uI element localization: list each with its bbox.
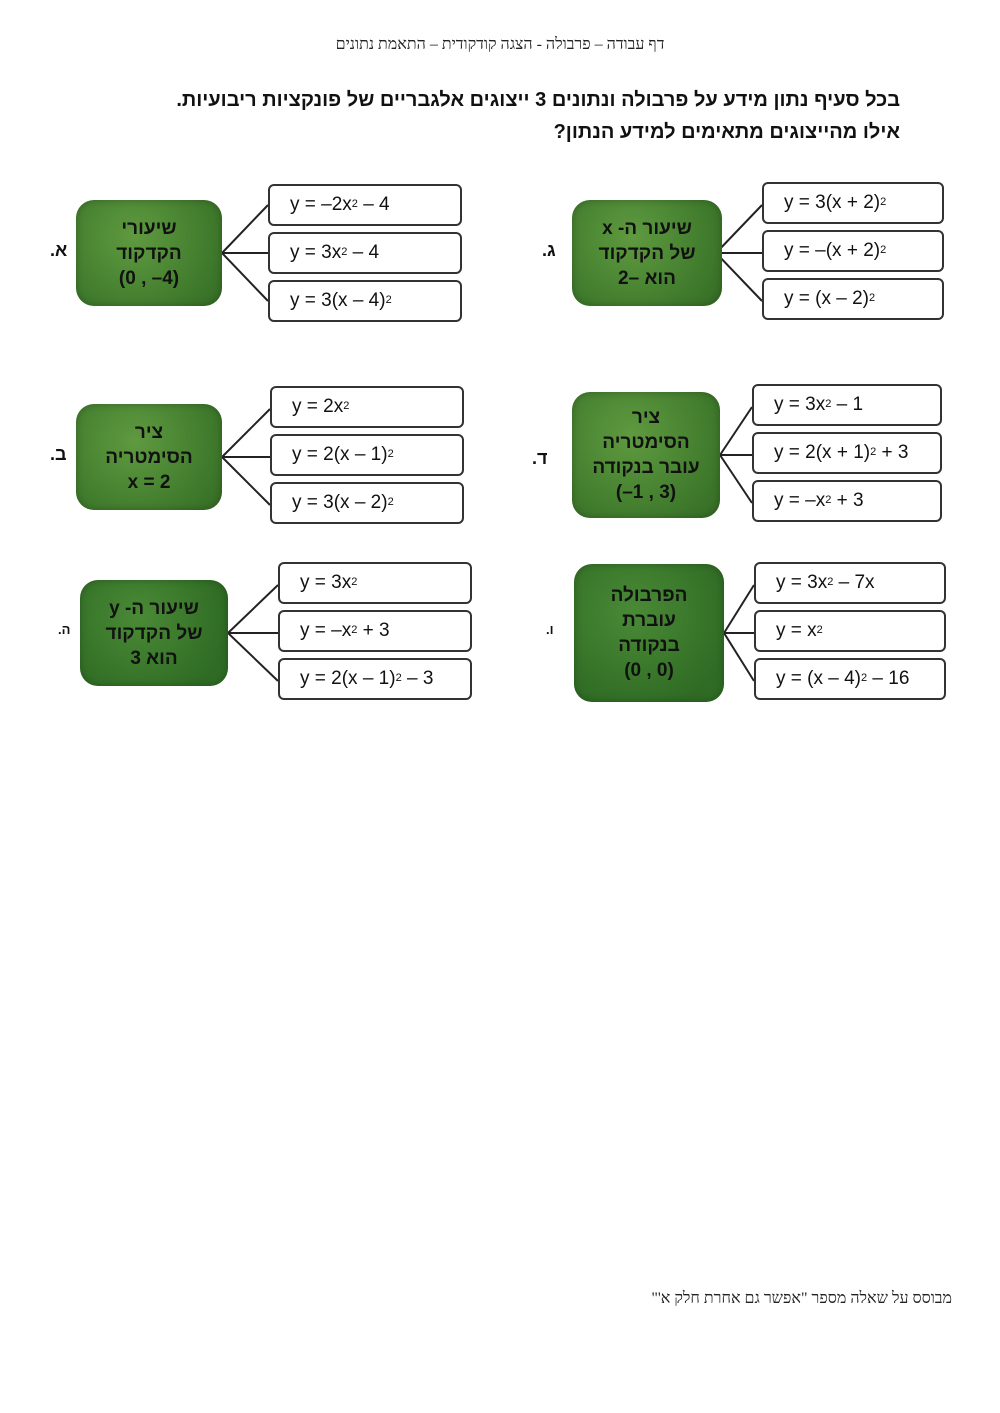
option-box[interactable] [270, 386, 464, 428]
question-letter: ד. [532, 448, 548, 468]
info-line: של הקדקוד [598, 242, 696, 264]
equation-main: y = (x – 2) [784, 288, 869, 309]
equation-main: y = –x [774, 490, 826, 511]
exponent: 2 [827, 576, 834, 588]
info-line: הוא 3 [130, 647, 178, 669]
equation-tail: + 3 [357, 620, 390, 641]
exponent: 2 [816, 624, 823, 636]
info-line: עובר בנקודה [592, 457, 700, 478]
question-b [46, 384, 486, 534]
equation-main: y = 2(x – 1) [292, 444, 388, 465]
question-letter: ג. [542, 240, 556, 260]
equation-tail: + 3 [831, 490, 864, 511]
equation-tail: + 3 [876, 442, 909, 463]
exponent: 2 [387, 448, 394, 460]
option-box[interactable] [278, 562, 472, 604]
option-box[interactable] [278, 658, 472, 700]
info-box [76, 404, 222, 510]
question-letter: ב. [50, 444, 67, 464]
info-line: הוא –2 [618, 267, 676, 289]
equation-tail: – 4 [357, 194, 390, 215]
question-a [46, 180, 486, 330]
question-letter: א. [50, 240, 68, 260]
info-line: הפרבולה [610, 585, 688, 606]
exponent: 2 [880, 244, 887, 256]
exponent: 2 [385, 294, 392, 306]
question-e [52, 560, 492, 710]
info-box [572, 392, 720, 518]
info-line: הסימטריה [105, 446, 193, 468]
question-letter: ו. [546, 622, 554, 637]
equation-main: y = 2(x + 1) [774, 442, 871, 463]
option-box[interactable] [278, 610, 472, 652]
exponent: 2 [387, 496, 394, 508]
info-line: הקדקוד [116, 242, 182, 264]
equation-tail: – 3 [401, 668, 434, 689]
page-header: דף עבודה – פרבולה - הצגה קודקודית – התאמת נתונים [335, 36, 665, 53]
exponent: 2 [351, 624, 358, 636]
option-box[interactable] [270, 482, 464, 524]
exponent: 2 [343, 400, 350, 412]
equation-main: y = 3x [300, 572, 352, 593]
equation-tail: – 1 [831, 394, 864, 415]
info-line: בנקודה [618, 635, 680, 656]
info-box [572, 200, 722, 306]
info-line: ציר [631, 407, 661, 428]
info-line: שיעור ה- y [109, 597, 199, 619]
equation-main: y = –2x [290, 194, 352, 215]
equation-main: y = 3x [776, 572, 828, 593]
info-box [76, 200, 222, 306]
exponent: 2 [351, 198, 358, 210]
option-box[interactable] [762, 278, 944, 320]
option-box[interactable] [754, 562, 946, 604]
option-box[interactable] [752, 432, 942, 474]
instructions-line-2: אילו מהייצוגים מתאימים למידע הנתון? [553, 121, 900, 143]
equation-main: y = x [776, 620, 817, 641]
info-line: ציר [134, 421, 164, 443]
question-d [530, 382, 970, 532]
option-box[interactable] [754, 658, 946, 700]
info-line: (0 , 0) [624, 660, 674, 681]
equation-main: y = 3(x – 2) [292, 492, 388, 513]
equation-main: y = 2x [292, 396, 344, 417]
exponent: 2 [825, 398, 832, 410]
equation-tail: – 16 [867, 668, 910, 689]
option-box[interactable] [752, 384, 942, 426]
info-line: (–1 , 3) [615, 482, 677, 503]
exponent: 2 [341, 246, 348, 258]
footer-note: מבוסס על שאלה מספר "אפשר גם אחרת חלק א'" [651, 1290, 952, 1307]
exponent: 2 [395, 672, 402, 684]
info-line: (0 , –4) [118, 267, 180, 289]
equation-main: y = 3x [774, 394, 826, 415]
option-box[interactable] [752, 480, 942, 522]
option-box[interactable] [268, 232, 462, 274]
option-box[interactable] [754, 610, 946, 652]
equation-main: y = 2(x – 1) [300, 668, 396, 689]
equation-main: y = 3(x – 4) [290, 290, 386, 311]
exponent: 2 [869, 292, 876, 304]
info-box [574, 564, 724, 702]
equation-main: y = 3x [290, 242, 342, 263]
info-box [80, 580, 228, 686]
option-box[interactable] [268, 184, 462, 226]
equation-main: y = –x [300, 620, 352, 641]
option-box[interactable] [762, 230, 944, 272]
question-c [540, 180, 980, 330]
info-line: שיעורי [121, 217, 177, 239]
info-line: הסימטריה [602, 432, 690, 453]
exponent: 2 [825, 494, 832, 506]
info-line: עוברת [622, 610, 676, 631]
equation-main: y = 3(x + 2) [784, 192, 881, 213]
equation-tail: – 4 [347, 242, 380, 263]
question-f [540, 560, 980, 710]
equation-tail: – 7x [833, 572, 875, 593]
option-box[interactable] [268, 280, 462, 322]
equation-main: y = (x – 4) [776, 668, 861, 689]
info-line: של הקדקוד [105, 622, 203, 644]
instructions-line-1: בכל סעיף נתון מידע על פרבולה ונתונים 3 ייצוגים אלגבריים של פונקציות ריבועיות. [176, 89, 900, 111]
equation-main: y = –(x + 2) [784, 240, 881, 261]
option-box[interactable] [762, 182, 944, 224]
exponent: 2 [351, 576, 358, 588]
instructions [140, 84, 900, 148]
info-line: שיעור ה- x [602, 217, 692, 239]
option-box[interactable] [270, 434, 464, 476]
exponent: 2 [880, 196, 887, 208]
question-letter: ה. [58, 622, 71, 637]
exponent: 2 [870, 446, 877, 458]
exponent: 2 [861, 672, 868, 684]
info-line: x = 2 [127, 471, 171, 493]
